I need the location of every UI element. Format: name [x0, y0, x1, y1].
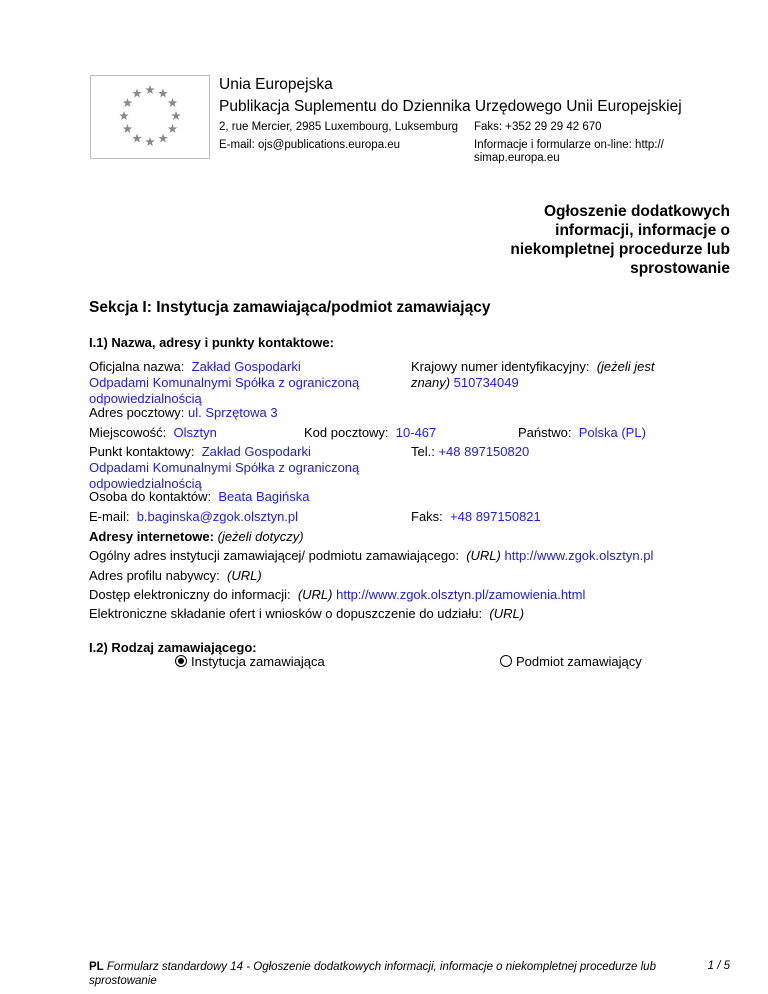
fax-value: +48 897150821 [450, 509, 541, 524]
contact-person-field [89, 489, 309, 505]
official-name-field [89, 359, 389, 407]
national-id-field [411, 359, 681, 391]
option-contracting-authority-label: Instytucja zamawiająca [191, 654, 325, 669]
page-number: 1 / 5 [707, 960, 730, 972]
notice-title-line3: niekompletnej procedurze lub [510, 241, 730, 258]
option-contracting-entity[interactable] [500, 654, 642, 670]
contact-point-value-2: Odpadami Komunalnymi Spółka z ograniczoną [89, 460, 360, 475]
esub-url-label: (URL) [489, 606, 525, 621]
postal-address-field [89, 405, 278, 421]
person-value: Beata Bagińska [218, 489, 310, 504]
postal-value: ul. Sprzętowa 3 [188, 405, 278, 420]
star-icon [123, 124, 133, 133]
national-id-label: Krajowy numer identyfikacyjny: [411, 359, 590, 374]
official-name-value-3: odpowiedzialnością [89, 391, 202, 406]
general-url-link[interactable]: http://www.zgok.olsztyn.pl [504, 548, 654, 563]
access-label: Dostęp elektroniczny do informacji: [89, 587, 291, 602]
notice-title-line4: sprostowanie [630, 260, 730, 277]
general-label: Ogólny adres instytucji zamawiającej/ podmiotu zamawiającego: [89, 548, 459, 563]
fax-field [411, 509, 541, 525]
eu-stars-icon [91, 76, 209, 158]
buyer-profile-field [89, 568, 262, 584]
notice-title [470, 202, 730, 278]
eu-flag-logo [90, 75, 210, 159]
official-name-label: Oficjalna nazwa: [89, 359, 185, 374]
buyer-url-label: (URL) [227, 568, 262, 583]
footer-text-2: sprostowanie [89, 975, 157, 987]
internet-note: (jeżeli dotyczy) [217, 529, 304, 544]
header-online [474, 139, 664, 165]
official-name-value-2: Odpadami Komunalnymi Spółka z ograniczoną [89, 375, 360, 390]
city-field [89, 425, 217, 441]
tel-label: Tel.: [411, 444, 435, 459]
internet-addresses-heading [89, 529, 304, 545]
contact-point-field [89, 444, 389, 492]
footer-lang: PL [89, 961, 104, 973]
access-url-link[interactable]: http://www.zgok.olsztyn.pl/zamowienia.html [336, 587, 586, 602]
notice-title-line2: informacji, informacje o [555, 222, 730, 239]
general-url-label: (URL) [466, 548, 501, 563]
esub-label: Elektroniczne składanie ofert i wniosków o dopuszczenie do udziału: [89, 606, 483, 621]
page-footer [89, 960, 689, 988]
email-value[interactable]: b.baginska@zgok.olsztyn.pl [136, 509, 299, 524]
subsection-title: I.1) Nazwa, adresy i punkty kontaktowe: [89, 335, 334, 350]
country-label: Państwo: [518, 425, 572, 440]
fax-label: Faks: [411, 509, 443, 524]
header-address: 2, rue Mercier, 2985 Luxembourg, Luksemburg [219, 121, 459, 133]
radio-selected-icon[interactable] [175, 655, 187, 667]
header-publication: Publikacja Suplementu do Dziennika Urzędowego Unii Europejskiej [219, 98, 682, 115]
email-field [89, 509, 298, 525]
national-id-note-1: (jeżeli jest [596, 359, 655, 374]
star-icon [119, 111, 129, 120]
access-url-label: (URL) [297, 587, 333, 602]
option-contracting-authority[interactable] [175, 654, 325, 670]
contact-point-value-1: Zakład Gospodarki [201, 444, 311, 459]
buyer-label: Adres profilu nabywcy: [89, 568, 220, 583]
header-org: Unia Europejska [219, 76, 333, 93]
postal-label: Adres pocztowy: [89, 405, 185, 420]
internet-label: Adresy internetowe: [89, 529, 214, 544]
section-title: Sekcja I: Instytucja zamawiająca/podmiot zamawiający [89, 299, 491, 316]
postcode-value: 10-467 [395, 425, 437, 440]
star-icon [158, 134, 168, 143]
star-icon [168, 98, 178, 107]
email-label: E-mail: [89, 509, 130, 524]
electronic-access-field [89, 587, 585, 603]
star-icon [171, 111, 181, 120]
footer-text-1: Formularz standardowy 14 - Ogłoszenie dodatkowych informacji, informacje o niekompletnej procedurze lub [106, 961, 656, 973]
postcode-label: Kod pocztowy: [304, 425, 389, 440]
notice-title-line1: Ogłoszenie dodatkowych [543, 203, 730, 220]
option-contracting-entity-label: Podmiot zamawiający [516, 654, 642, 669]
tel-value: +48 897150820 [438, 444, 530, 459]
header-fax: Faks: +352 29 29 42 670 [474, 121, 602, 133]
star-icon [145, 137, 155, 146]
star-icon [145, 85, 155, 94]
city-label: Miejscowość: [89, 425, 167, 440]
header-online-line2: simap.europa.eu [474, 152, 560, 164]
contact-point-label: Punkt kontaktowy: [89, 444, 195, 459]
electronic-submission-field [89, 606, 524, 622]
radio-unselected-icon[interactable] [500, 655, 512, 667]
national-id-note-2: znany) [411, 375, 451, 390]
official-name-value-1: Zakład Gospodarki [191, 359, 301, 374]
star-icon [132, 134, 142, 143]
header-online-line1: Informacje i formularze on-line: http:// [474, 139, 664, 151]
person-label: Osoba do kontaktów: [89, 489, 212, 504]
star-icon [123, 98, 133, 107]
type-of-authority-title: I.2) Rodzaj zamawiającego: [89, 640, 257, 655]
country-field [518, 425, 646, 441]
star-icon [158, 88, 168, 97]
tel-field [411, 444, 529, 460]
country-value: Polska (PL) [578, 425, 646, 440]
national-id-value: 510734049 [453, 375, 519, 390]
header-email: E-mail: ojs@publications.europa.eu [219, 139, 401, 151]
star-icon [132, 88, 142, 97]
postcode-field [304, 425, 436, 441]
city-value: Olsztyn [173, 425, 217, 440]
general-address-field [89, 548, 653, 564]
contact-point-value-3: odpowiedzialnością [89, 476, 202, 491]
star-icon [168, 124, 178, 133]
